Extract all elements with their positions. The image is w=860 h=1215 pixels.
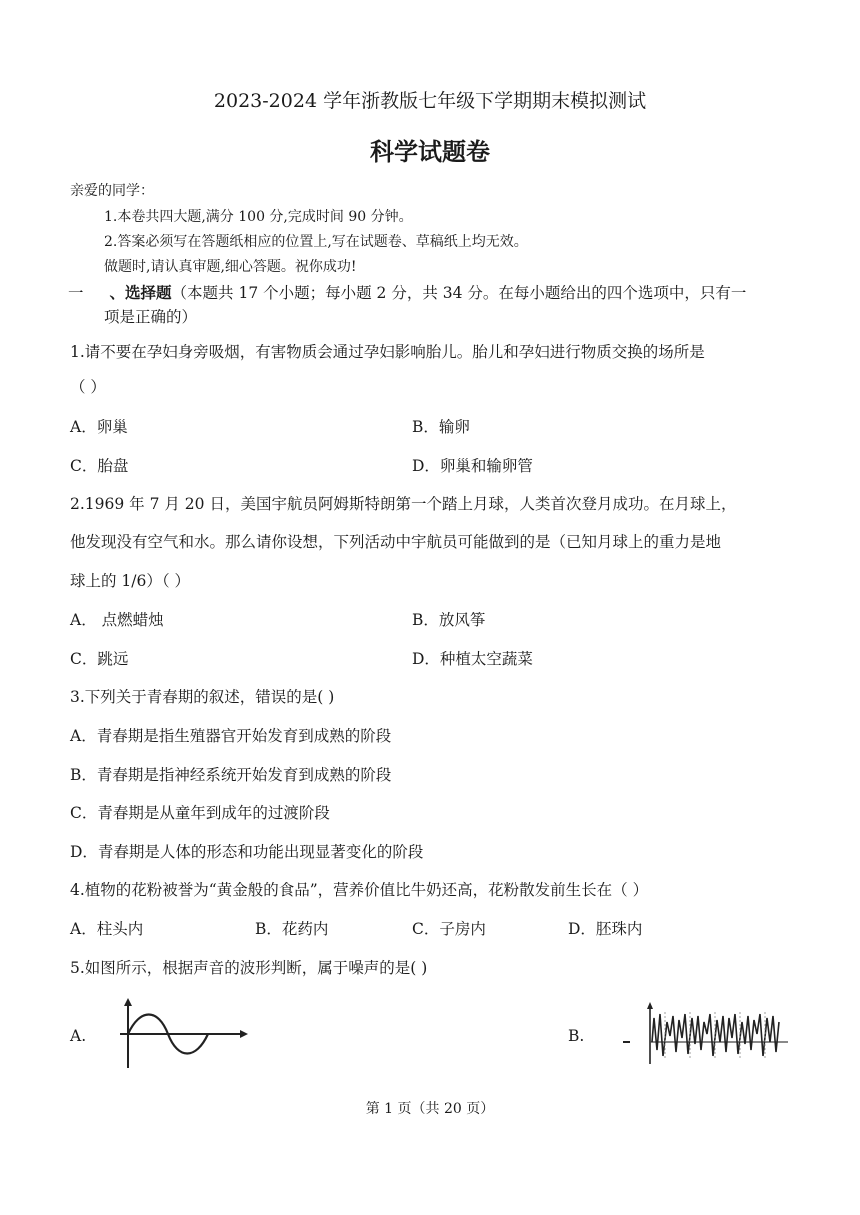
q5-option-a-label: A.	[70, 1027, 87, 1045]
q1-option-a: A．卵巢	[70, 418, 128, 436]
q3-option-d: D．青春期是人体的形态和功能出现显著变化的阶段	[70, 843, 424, 861]
section-heading	[68, 281, 746, 303]
q1-option-d: D．卵巢和输卵管	[412, 457, 533, 475]
q1-option-c: C．胎盘	[70, 457, 129, 475]
notice-item-1: 1.本卷共四大题,满分 100 分,完成时间 90 分钟。	[104, 209, 413, 225]
section-name: 、选择题	[109, 284, 172, 302]
q5-option-b-label: B.	[568, 1027, 585, 1045]
x-axis-arrow	[240, 1030, 248, 1038]
exam-title: 2023-2024 学年浙教版七年级下学期期末模拟测试	[213, 90, 647, 112]
exam-subtitle: 科学试题卷	[370, 138, 490, 166]
sine-wave-figure	[110, 998, 250, 1070]
section-number: 一	[68, 284, 84, 302]
q2-stem-end: 球上的 1/6）（ ）	[70, 572, 191, 590]
q3-option-b: B．青春期是指神经系统开始发育到成熟的阶段	[70, 766, 392, 784]
noise-wave-figure	[620, 1000, 790, 1066]
q1-option-b: B．输卵	[412, 418, 470, 436]
y-axis-arrow	[124, 998, 132, 1006]
q3-option-a: A．青春期是指生殖器官开始发育到成熟的阶段	[70, 727, 392, 745]
q1-stem-blank: （ ）	[70, 378, 106, 396]
section-instruction: （本题共 17 个小题；每小题 2 分，共 34 分。在每小题给出的四个选项中，只有一	[171, 284, 747, 302]
q2-option-b: B．放风筝	[412, 611, 486, 629]
q5-stem: 5.如图所示，根据声音的波形判断，属于噪声的是( )	[70, 959, 428, 977]
section-instruction-cont: 项是正确的）	[104, 308, 198, 326]
q3-stem: 3.下列关于青春期的叙述，错误的是( )	[70, 688, 335, 706]
q4-stem: 4.植物的花粉被誉为“黄金般的食品”，营养价值比牛奶还高，花粉散发前生长在（ ）	[70, 881, 649, 899]
q2-option-a: A． 点燃蜡烛	[70, 611, 164, 629]
q2-stem-cont: 他发现没有空气和水。那么请你设想，下列活动中宇航员可能做到的是（已知月球上的重力是地	[70, 533, 722, 551]
notice-item-2: 2.答案必须写在答题纸相应的位置上,写在试题卷、草稿纸上均无效。	[104, 234, 528, 250]
page-footer: 第 1 页（共 20 页）	[365, 1101, 495, 1117]
q4-option-b: B．花药内	[255, 920, 329, 938]
y-axis-arrow	[647, 1002, 653, 1009]
q2-option-d: D．种植太空蔬菜	[412, 650, 533, 668]
q3-option-c: C．青春期是从童年到成年的过渡阶段	[70, 804, 330, 822]
notice-item-3: 做题时,请认真审题,细心答题。祝你成功!	[104, 259, 357, 275]
q4-option-c: C．子房内	[412, 920, 486, 938]
q2-stem: 2.1969 年 7 月 20 日，美国宇航员阿姆斯特朗第一个踏上月球，人类首次登月成功。在月球上，	[70, 495, 737, 513]
q1-stem: 1.请不要在孕妇身旁吸烟，有害物质会通过孕妇影响胎儿。胎儿和孕妇进行物质交换的场所是	[70, 343, 705, 361]
notice-greeting: 亲爱的同学：	[70, 183, 154, 199]
q4-option-a: A．柱头内	[70, 920, 144, 938]
q4-option-d: D．胚珠内	[568, 920, 643, 938]
q2-option-c: C．跳远	[70, 650, 129, 668]
noise-wave	[652, 1014, 779, 1056]
